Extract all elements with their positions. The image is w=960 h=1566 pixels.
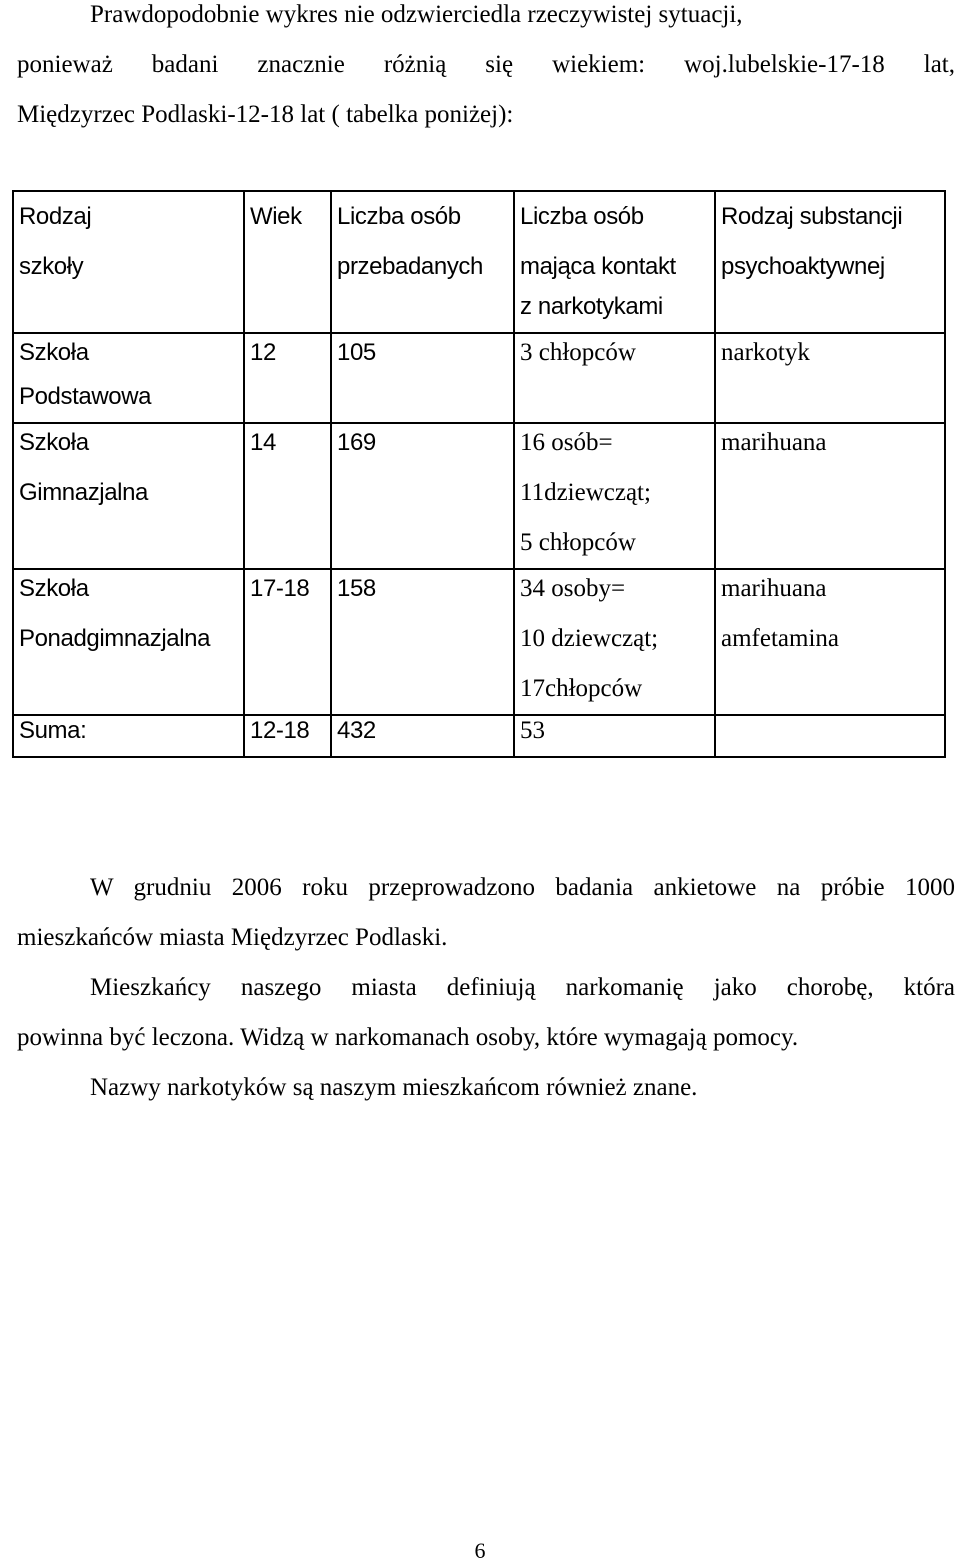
row-2-surveyed: 169 [331,423,514,569]
row-1-age: 12 [244,333,331,423]
row-3-contact: 34 osoby= 10 dziewcząt; 17chłopców [514,569,715,715]
row-1-surveyed: 105 [331,333,514,423]
intro-line-3: Międzyrzec Podlaski-12-18 lat ( tabelka poniżej): [17,101,514,128]
total-surveyed: 432 [331,715,514,757]
row-2-contact: 16 osób= 11dziewcząt; 5 chłopców [514,423,715,569]
total-age: 12-18 [244,715,331,757]
row-1-contact: 3 chłopców [514,333,715,423]
summary-paragraph [17,863,955,1113]
row-3-age: 17-18 [244,569,331,715]
survey-table [12,190,946,758]
row-1-substance: narkotyk [715,333,945,423]
summary-line-2: mieszkańców miasta Międzyrzec Podlaski. [17,924,448,951]
row-2-substance: marihuana [715,423,945,569]
summary-line-4: powinna być leczona. Widzą w narkomanach osoby, które wymagają pomocy. [17,1024,799,1051]
summary-line-5: Nazwy narkotyków są naszym mieszkańcom również znane. [90,1074,698,1101]
table-total-row [13,715,945,757]
summary-line-1: W grudniu 2006 roku przeprowadzono badania ankietowe na próbie 1000 [90,874,955,901]
header-substance: Rodzaj substancji psychoaktywnej [715,191,945,333]
table-row [13,569,945,715]
summary-line-3: Mieszkańcy naszego miasta definiują narkomanię jako chorobę, która [90,974,955,1001]
total-label: Suma: [13,715,244,757]
row-2-age: 14 [244,423,331,569]
header-surveyed: Liczba osób przebadanych [331,191,514,333]
header-school-type: Rodzaj szkoły [13,191,244,333]
row-3-substance: marihuana amfetamina [715,569,945,715]
row-2-school: Szkoła Gimnazjalna [13,423,244,569]
table-row [13,423,945,569]
row-1-school: Szkoła Podstawowa [13,333,244,423]
intro-line-2: ponieważ badani znacznie różnią się wiekiem: woj.lubelskie-17-18 lat, [17,51,955,78]
page-number: 6 [474,1538,486,1563]
intro-paragraph [17,0,955,140]
table-header-row [13,191,945,333]
header-age: Wiek [244,191,331,333]
total-substance [715,715,945,757]
row-3-school: Szkoła Ponadgimnazjalna [13,569,244,715]
row-3-surveyed: 158 [331,569,514,715]
total-contact: 53 [514,715,715,757]
table-row [13,333,945,423]
intro-line-1: Prawdopodobnie wykres nie odzwierciedla rzeczywistej sytuacji, [90,1,743,28]
header-contact: Liczba osób mająca kontakt z narkotykami [514,191,715,333]
